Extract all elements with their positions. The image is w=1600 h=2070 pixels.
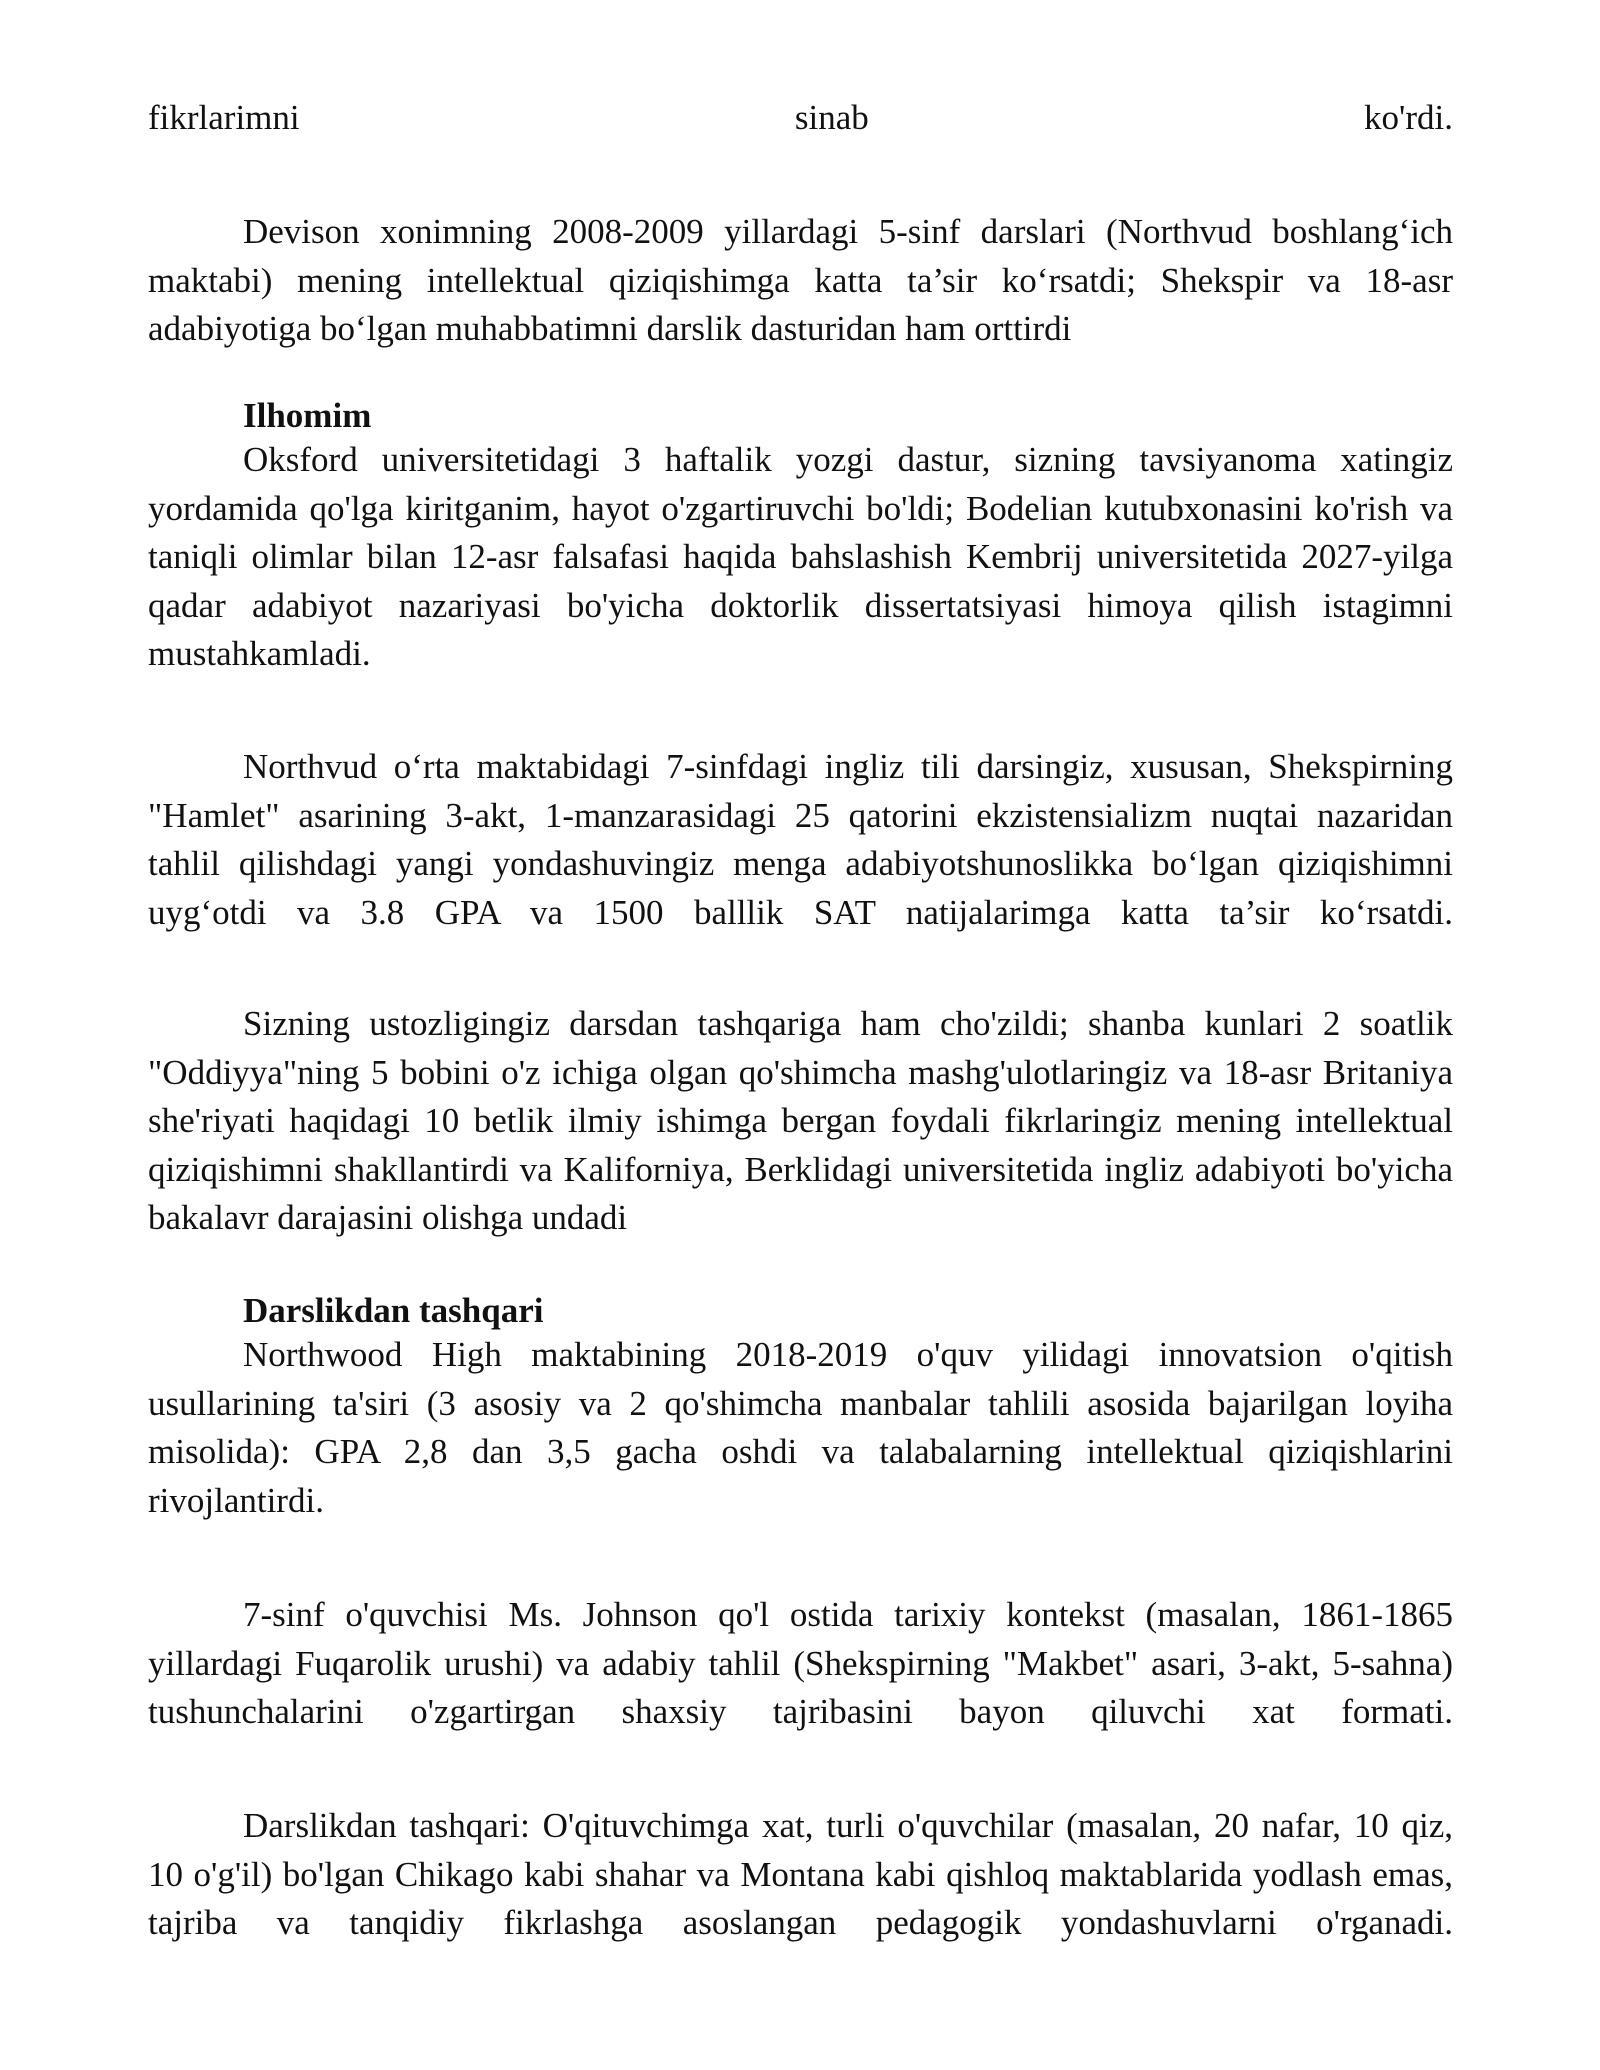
- paragraph-hamlet: Northvud o‘rta maktabidagi 7-sinfdagi ingliz tili darsingiz, xususan, Shekspirning "Hamlet" asarining 3-akt, 1-manzarasidagi 25 qatorini ekzistensializm nuqtai nazaridan tahlil qilishdagi yangi yondashuvingiz menga adabiyotshunoslikka bo‘lgan qiziqishimni uyg‘otdi va 3.8 GPA va 1500 balllik SAT natijalarimga katta ta’sir ko‘rsatdi.: [148, 747, 1453, 932]
- paragraph-mentorship: Sizning ustozligingiz darsdan tashqariga ham cho'zildi; shanba kunlari 2 soatlik "Oddiyya"ning 5 bobini o'z ichiga olgan qo'shimcha mashg'ulotlaringiz va 18-asr Britaniya she'riyati haqidagi 10 betlik ilmiy ishimga bergan foydali fikrlaringiz mening intellektual qiziqishimni shakllantirdi va Kaliforniya, Berklidagi universitetida ingliz adabiyoti bo'yicha bakalavr darajasini olishga undadi: [148, 1004, 1453, 1238]
- continuation-line: [148, 96, 1453, 140]
- continuation-word-3: ko'rdi.: [1364, 98, 1453, 137]
- paragraph-extracurricular: Darslikdan tashqari: O'qituvchimga xat, turli o'quvchilar (masalan, 20 nafar, 10 qiz, 10 o'g'il) bo'lgan Chikago kabi shahar va Montana kabi qishloq maktablarida yodlash emas, tajriba va tanqidiy fikrlashga asoslangan pedagogik yondashuvlarni o'rganadi.: [148, 1806, 1453, 1943]
- paragraph-oxford: Oksford universitetidagi 3 haftalik yozgi dastur, sizning tavsiyanoma xatingiz yordamida qo'lga kiritganim, hayot o'zgartiruvchi bo'ldi; Bodelian kutubxonasini ko'rish va taniqli olimlar bilan 12-asr falsafasi haqida bahslashish Kembrij universitetida 2027-yilga qadar adabiyot nazariyasi bo'yicha doktorlik dissertatsiyasi himoya qilish istagimni mustahkamladi.: [148, 440, 1453, 674]
- continuation-word-1: fikrlarimni: [148, 98, 300, 137]
- paragraph-johnson: 7-sinf o'quvchisi Ms. Johnson qo'l ostida tarixiy kontekst (masalan, 1861-1865 yillardagi Fuqarolik urushi) va adabiy tahlil (Shekspirning "Makbet" asari, 3-akt, 5-sahna) tushunchalarini o'zgartirgan shaxsiy tajribasini bayon qiluvchi xat formati.: [148, 1595, 1453, 1732]
- paragraph-northwood-high: Northwood High maktabining 2018-2019 o'quv yilidagi innovatsion o'qitish usullarining ta'siri (3 asosiy va 2 qo'shimcha manbalar tahlili asosida bajarilgan loyiha misolida): GPA 2,8 dan 3,5 gacha oshdi va talabalarning intellektual qiziqishlarini rivojlantirdi.: [148, 1335, 1453, 1520]
- heading-darslikdan-tashqari: Darslikdan tashqari: [243, 1291, 544, 1330]
- continuation-word-2: sinab: [794, 98, 869, 137]
- heading-ilhomim: Ilhomim: [243, 396, 372, 435]
- paragraph-davison: Devison xonimning 2008-2009 yillardagi 5-sinf darslari (Northvud boshlang‘ich maktabi) mening intellektual qiziqishimga katta ta’sir ko‘rsatdi; Shekspir va 18-asr adabiyotiga bo‘lgan muhabbatimni darslik dasturidan ham orttirdi: [148, 212, 1453, 349]
